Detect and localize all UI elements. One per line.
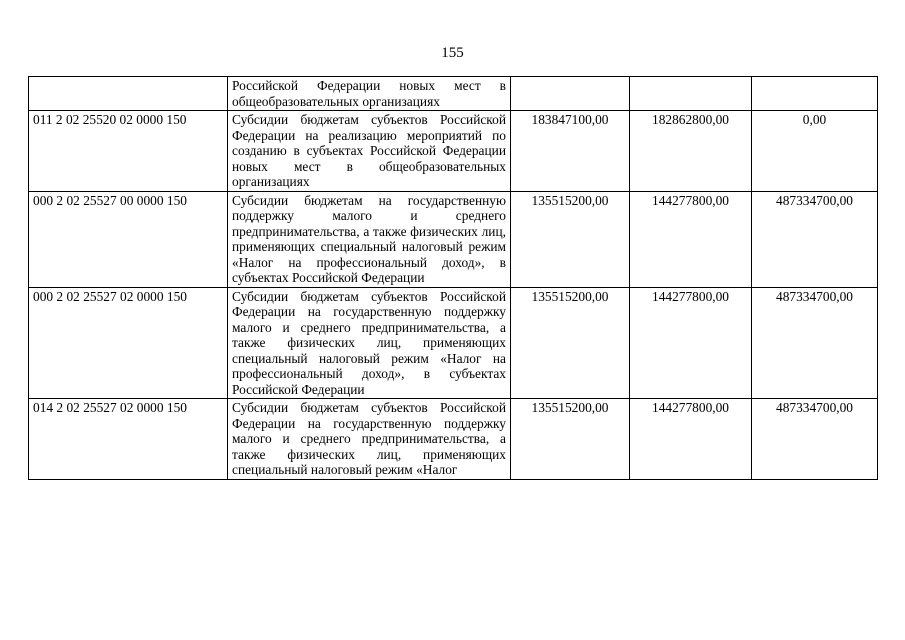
table-row [29,191,878,287]
amount-year3-cell: 0,00 [752,111,878,192]
amount-year1-cell: 135515200,00 [511,399,630,480]
amount-year1-cell: 135515200,00 [511,287,630,399]
budget-code-cell: 014 2 02 25527 02 0000 150 [29,399,228,480]
budget-code-cell: 000 2 02 25527 00 0000 150 [29,191,228,287]
table-row [29,399,878,480]
budget-revenue-table [28,76,878,480]
amount-year2-cell: 144277800,00 [630,399,752,480]
amount-year3-cell: 487334700,00 [752,287,878,399]
item-name-cell: Субсидии бюджетам субъектов Российской Федерации на государственную поддержку малого и среднего предпринимательства, а также физических лиц, применяющих специальный налоговый режим «Налог [228,399,511,480]
item-name-cell: Субсидии бюджетам субъектов Российской Федерации на государственную поддержку малого и среднего предпринимательства, а также физических лиц, применяющих специальный налоговый режим «Налог на профессиональный доход», в субъектах Российской Федерации [228,287,511,399]
amount-year1-cell: 183847100,00 [511,111,630,192]
amount-year2-cell [630,77,752,111]
item-name-cell: Российской Федерации новых мест в общеобразовательных организациях [228,77,511,111]
amount-year3-cell: 487334700,00 [752,191,878,287]
amount-year2-cell: 182862800,00 [630,111,752,192]
table-row [29,77,878,111]
item-name-cell: Субсидии бюджетам субъектов Российской Федерации на реализацию мероприятий по созданию в субъектах Российской Федерации новых мест в общеобразовательных организациях [228,111,511,192]
budget-code-cell [29,77,228,111]
amount-year3-cell [752,77,878,111]
table-row [29,287,878,399]
amount-year1-cell: 135515200,00 [511,191,630,287]
amount-year2-cell: 144277800,00 [630,287,752,399]
amount-year2-cell: 144277800,00 [630,191,752,287]
budget-code-cell: 000 2 02 25527 02 0000 150 [29,287,228,399]
amount-year3-cell: 487334700,00 [752,399,878,480]
item-name-cell: Субсидии бюджетам на государственную поддержку малого и среднего предпринимательства, а также физических лиц, применяющих специальный налоговый режим «Налог на профессиональный доход», в субъектах Российской Федерации [228,191,511,287]
amount-year1-cell [511,77,630,111]
page-number: 155 [441,45,464,61]
table-row [29,111,878,192]
budget-code-cell: 011 2 02 25520 02 0000 150 [29,111,228,192]
